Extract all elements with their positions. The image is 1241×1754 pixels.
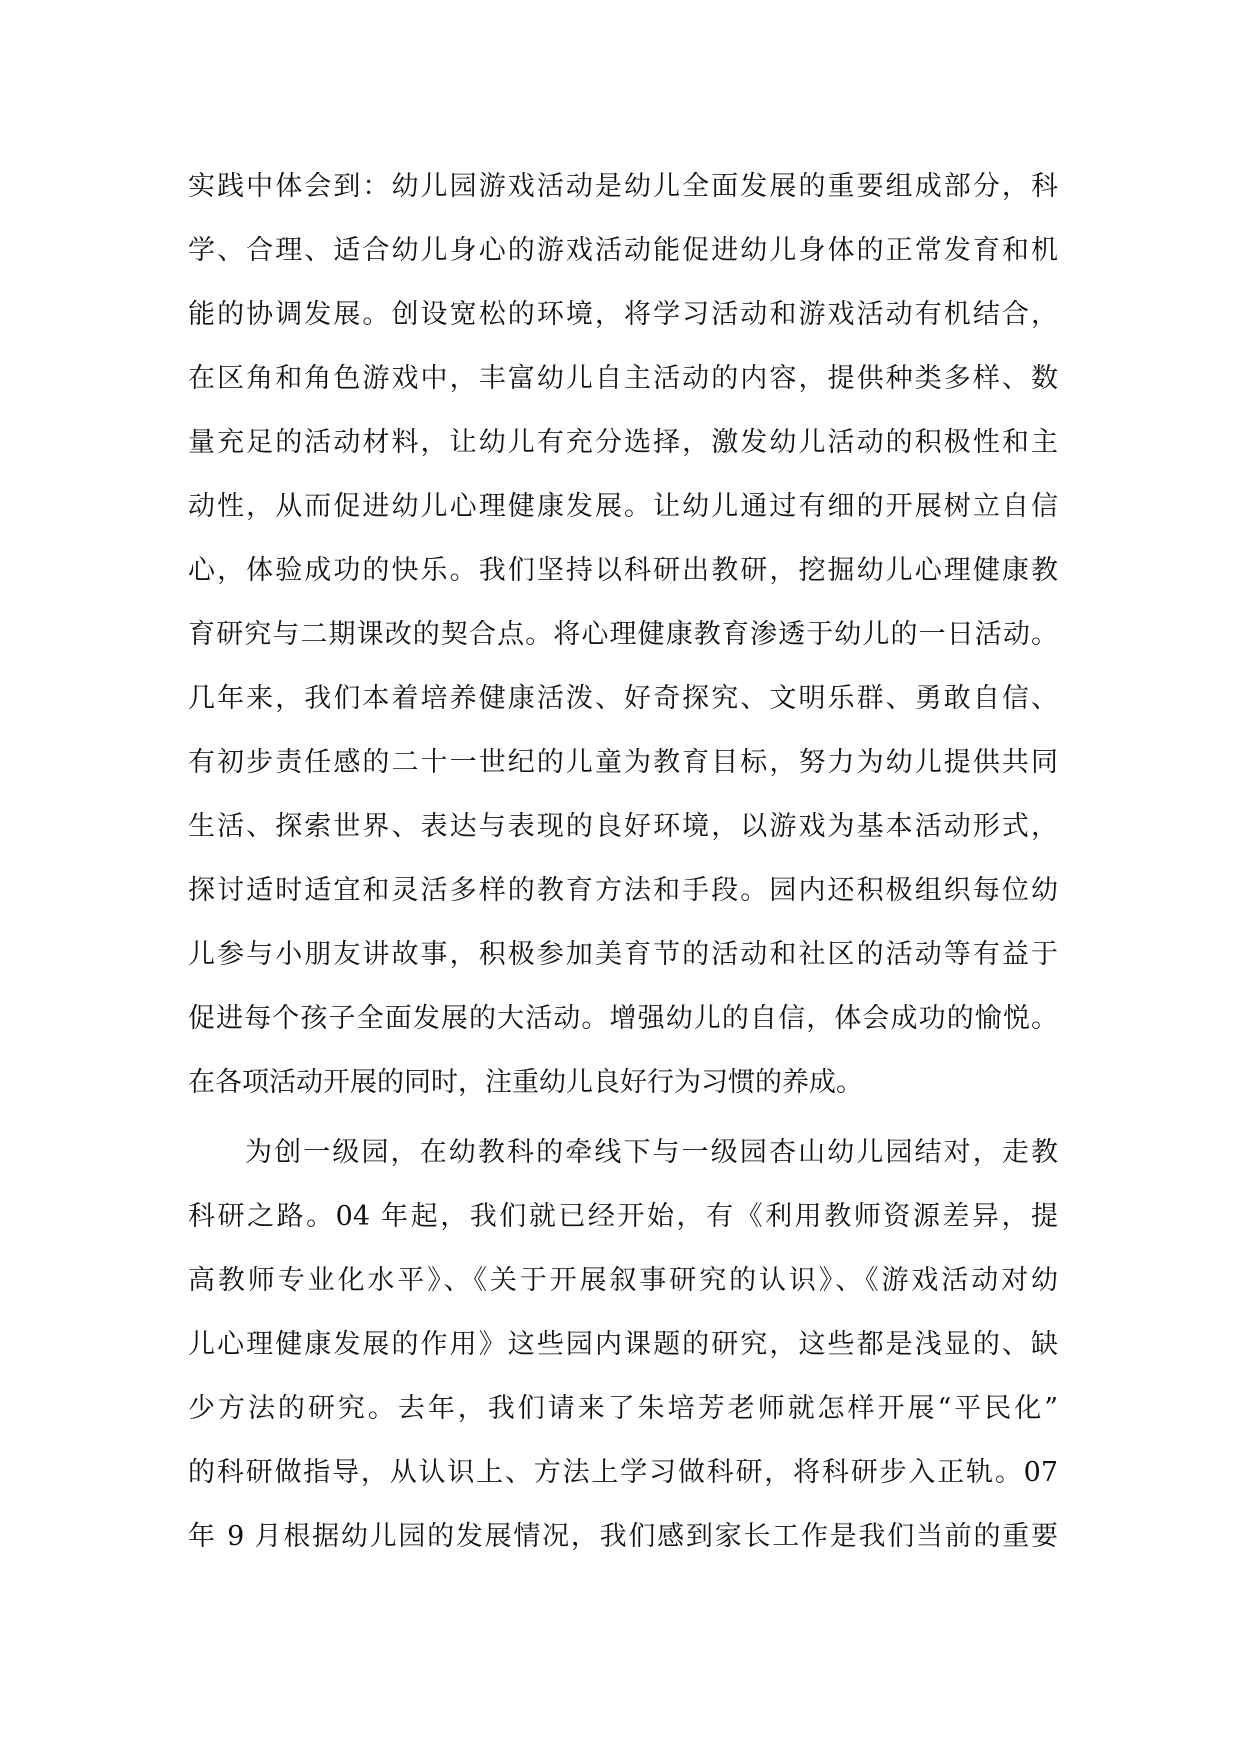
text-line: 为创一级园，在幼教科的牵线下与一级园杏山幼儿园结对，走教 bbox=[245, 1137, 1058, 1168]
text-line: 在各项活动开展的同时，注重幼儿良好行为习惯的养成。 bbox=[188, 1067, 863, 1098]
text-line: 儿心理健康发展的作用》这些园内课题的研究，这些都是浅显的、缺 bbox=[188, 1329, 1058, 1360]
text-line: 心，体验成功的快乐。我们坚持以科研出教研，挖掘幼儿心理健康教 bbox=[188, 555, 1058, 586]
text-line: 几年来，我们本着培养健康活泼、好奇探究、文明乐群、勇敢自信、 bbox=[188, 683, 1058, 714]
text-line: 能的协调发展。创设宽松的环境，将学习活动和游戏活动有机结合， bbox=[188, 299, 1058, 330]
paragraph-1 bbox=[188, 155, 1058, 1115]
text-line: 量充足的活动材料，让幼儿有充分选择，激发幼儿活动的积极性和主 bbox=[188, 427, 1058, 458]
text-line: 有初步责任感的二十一世纪的儿童为教育目标，努力为幼儿提供共同 bbox=[188, 747, 1058, 778]
text-line: 高教师专业化水平》、《关于开展叙事研究的认识》、《游戏活动对幼 bbox=[188, 1265, 1058, 1296]
text-line: 动性，从而促进幼儿心理健康发展。让幼儿通过有细的开展树立自信 bbox=[188, 491, 1058, 522]
text-line: 年 9 月根据幼儿园的发展情况，我们感到家长工作是我们当前的重要 bbox=[188, 1521, 1058, 1552]
paragraph-2 bbox=[188, 1121, 1058, 1569]
text-line: 促进每个孩子全面发展的大活动。增强幼儿的自信，体会成功的愉悦。 bbox=[188, 1003, 1058, 1034]
text-line: 儿参与小朋友讲故事，积极参加美育节的活动和社区的活动等有益于 bbox=[188, 939, 1058, 970]
text-line: 学、合理、适合幼儿身心的游戏活动能促进幼儿身体的正常发育和机 bbox=[188, 235, 1058, 266]
text-line: 探讨适时适宜和灵活多样的教育方法和手段。园内还积极组织每位幼 bbox=[188, 875, 1058, 906]
text-line: 实践中体会到：幼儿园游戏活动是幼儿全面发展的重要组成部分，科 bbox=[188, 171, 1058, 202]
document-body bbox=[188, 155, 1058, 1569]
text-line: 生活、探索世界、表达与表现的良好环境，以游戏为基本活动形式， bbox=[188, 811, 1058, 842]
text-line: 在区角和角色游戏中，丰富幼儿自主活动的内容，提供种类多样、数 bbox=[188, 363, 1058, 394]
text-line: 育研究与二期课改的契合点。将心理健康教育渗透于幼儿的一日活动。 bbox=[188, 619, 1058, 650]
text-line: 科研之路。04 年起，我们就已经开始，有《利用教师资源差异，提 bbox=[188, 1201, 1058, 1232]
text-line: 的科研做指导，从认识上、方法上学习做科研，将科研步入正轨。07 bbox=[188, 1457, 1058, 1488]
text-line: 少方法的研究。去年，我们请来了朱培芳老师就怎样开展“平民化” bbox=[188, 1393, 1058, 1424]
